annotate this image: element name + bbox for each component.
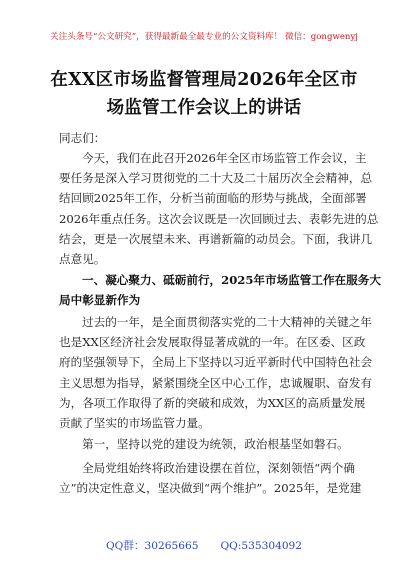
intro-line: 结会，更是一次展望未来、再谱新篇的动员会。下面，我讲几 bbox=[59, 231, 373, 246]
header-banner: 关注头条号“公文研究”，获得最新最全最专业的公文资料库！ 微信：gongwenyj bbox=[50, 32, 358, 42]
section-body-line: 为，各项工作取得了新的突破和成效，为XX区的高质量发展 bbox=[59, 395, 366, 410]
section-body-line: 主义思想为指导，紧紧围绕全区中心工作，忠诚履职、奋发有 bbox=[59, 375, 373, 390]
intro-line: 今天，我们在此召开2026年全区市场监管工作会议，主 bbox=[82, 151, 367, 165]
point-one-body-line: 立”的决定性意义，坚决做到“两个维护”。2025年，是党建 bbox=[59, 481, 362, 496]
point-one-body bbox=[59, 458, 362, 498]
intro-line: 点意见。 bbox=[59, 251, 106, 266]
intro-paragraph bbox=[59, 148, 379, 269]
section-heading-line: 一、凝心聚力、砥砺前行，2025年市场监管工作在服务大 bbox=[82, 273, 381, 287]
intro-line: 结回顾2025年工作，分析当前面临的形势与挑战，全面部署 bbox=[59, 191, 367, 206]
greeting: 同志们： bbox=[59, 131, 106, 145]
point-one bbox=[59, 434, 355, 454]
footer-qq: QQ:535304092 bbox=[220, 540, 303, 552]
footer-qq-group: QQ群：30265665 bbox=[105, 540, 199, 552]
point-one-body-line: 全局党组始终将政治建设摆在首位，深刻领悟“两个确 bbox=[82, 461, 355, 475]
section-heading bbox=[59, 270, 381, 310]
section-body-line: 也是XX区经济社会发展取得显著成就的一年。在区委、区政 bbox=[59, 335, 366, 350]
section-body-line: 府的坚强领导下，全局上下坚持以习近平新时代中国特色社会 bbox=[59, 355, 373, 370]
point-one-line: 第一，坚持以党的建设为统领，政治根基坚如磐石。 bbox=[82, 437, 349, 451]
document-title-line-1: 在XX区市场监督管理局2026年全区市 bbox=[50, 70, 358, 90]
section-heading-line: 局中彰显新作为 bbox=[59, 293, 141, 308]
footer-contact bbox=[0, 538, 408, 553]
document-title-line-2: 场监管工作会议上的讲话 bbox=[106, 98, 302, 118]
section-body-paragraph bbox=[59, 312, 373, 433]
section-body-line: 贡献了坚实的市场监管力量。 bbox=[59, 415, 210, 430]
intro-line: 2026年重点任务。这次会议既是一次回顾过去、表彰先进的总 bbox=[59, 211, 379, 226]
section-body-line: 过去的一年，是全面贯彻落实党的二十大精神的关键之年 bbox=[82, 315, 372, 329]
intro-line: 要任务是深入学习贯彻党的二十大及二十届历次全会精神，总 bbox=[59, 171, 373, 186]
